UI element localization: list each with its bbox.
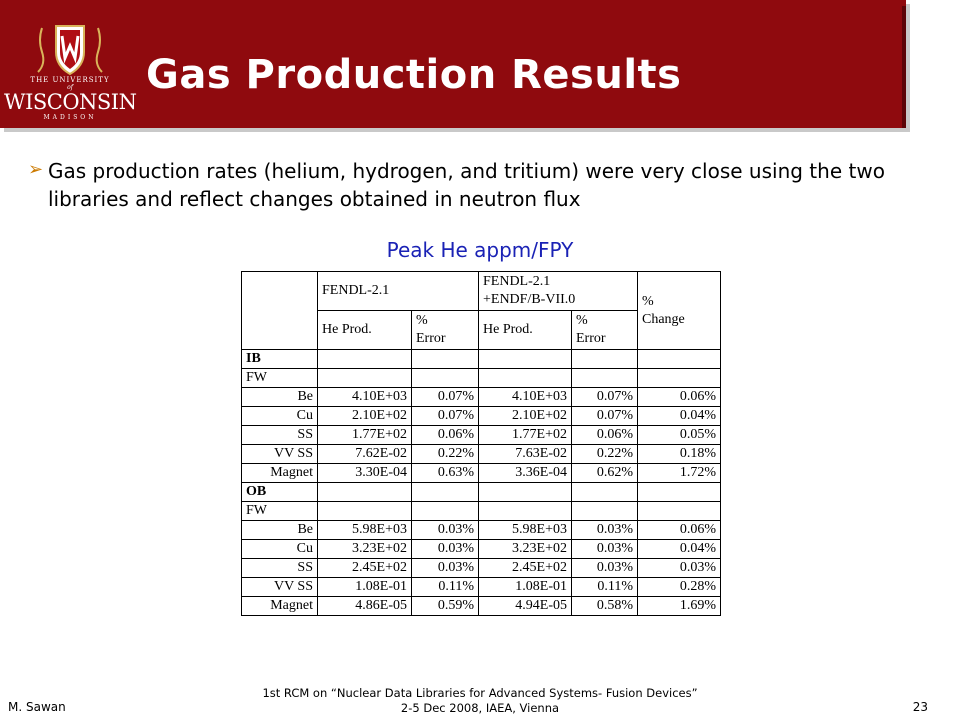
empty-cell — [479, 502, 572, 521]
crest-icon — [32, 22, 108, 76]
table-caption: Peak He appm/FPY — [386, 238, 574, 262]
header-error-1 — [412, 311, 479, 350]
empty-cell — [479, 369, 572, 388]
table-row — [242, 578, 721, 597]
percent-change-cell: 0.18% — [638, 445, 721, 464]
footer-event-line1: 1st RCM on “Nuclear Data Libraries for Advanced Systems- Fusion Devices” — [262, 686, 698, 700]
percent-change-cell: 0.05% — [638, 426, 721, 445]
table-row — [242, 445, 721, 464]
empty-cell — [318, 350, 412, 369]
he-prod-fendl-cell: 2.10E+02 — [318, 407, 412, 426]
he-prod-fendl-cell: 4.10E+03 — [318, 388, 412, 407]
empty-cell — [412, 483, 479, 502]
table-row — [242, 388, 721, 407]
error-fendl-cell: 0.63% — [412, 464, 479, 483]
error-endf-cell: 0.11% — [572, 578, 638, 597]
footer-page-number: 23 — [912, 700, 928, 714]
table-row — [242, 597, 721, 616]
table-row — [242, 521, 721, 540]
row-label: VV SS — [242, 578, 318, 597]
row-label: Magnet — [242, 464, 318, 483]
he-prod-endf-cell: 1.77E+02 — [479, 426, 572, 445]
percent-change-cell: 0.04% — [638, 540, 721, 559]
section-row — [242, 483, 721, 502]
error-fendl-cell: 0.22% — [412, 445, 479, 464]
error-endf-cell: 0.03% — [572, 521, 638, 540]
percent-change-cell: 0.28% — [638, 578, 721, 597]
percent-change-cell: 0.06% — [638, 388, 721, 407]
percent-change-cell: 0.04% — [638, 407, 721, 426]
he-prod-fendl-cell: 7.62E-02 — [318, 445, 412, 464]
he-prod-endf-cell: 5.98E+03 — [479, 521, 572, 540]
error-endf-cell: 0.06% — [572, 426, 638, 445]
he-prod-endf-cell: 7.63E-02 — [479, 445, 572, 464]
error-fendl-cell: 0.07% — [412, 407, 479, 426]
empty-cell — [412, 369, 479, 388]
row-label: Cu — [242, 540, 318, 559]
empty-cell — [638, 350, 721, 369]
empty-cell — [638, 502, 721, 521]
he-prod-endf-cell: 4.94E-05 — [479, 597, 572, 616]
table-row — [242, 559, 721, 578]
header-blank-cell — [242, 272, 318, 350]
table-header-row-1 — [242, 272, 721, 311]
header-change-line2: Change — [642, 311, 685, 327]
error-endf-cell: 0.03% — [572, 559, 638, 578]
arrow-bullet-icon: ➢ — [28, 159, 44, 180]
error-endf-cell: 0.03% — [572, 540, 638, 559]
empty-cell — [638, 369, 721, 388]
he-prod-fendl-cell: 1.08E-01 — [318, 578, 412, 597]
percent-change-cell: 1.69% — [638, 597, 721, 616]
empty-cell — [572, 502, 638, 521]
row-label: Be — [242, 521, 318, 540]
he-prod-fendl-cell: 2.45E+02 — [318, 559, 412, 578]
he-prod-fendl-cell: 5.98E+03 — [318, 521, 412, 540]
he-prod-fendl-cell: 4.86E-05 — [318, 597, 412, 616]
error-fendl-cell: 0.03% — [412, 540, 479, 559]
table-row — [242, 426, 721, 445]
empty-cell — [318, 369, 412, 388]
row-label: SS — [242, 426, 318, 445]
header-fendl-endf-line2: +ENDF/B-VII.0 — [483, 292, 576, 307]
percent-change-cell: 0.06% — [638, 521, 721, 540]
error-endf-cell: 0.58% — [572, 597, 638, 616]
empty-cell — [572, 350, 638, 369]
section-label: IB — [242, 350, 318, 369]
he-prod-endf-cell: 4.10E+03 — [479, 388, 572, 407]
gas-production-table — [241, 271, 721, 616]
empty-cell — [412, 350, 479, 369]
header-error-2-line2: Error — [576, 331, 606, 346]
fw-label: FW — [242, 502, 318, 521]
bullet-text: Gas production rates (helium, hydrogen, and tritium) were very close using the two libraries and reflect changes obtained in neutron flux — [48, 159, 885, 211]
he-prod-fendl-cell: 3.23E+02 — [318, 540, 412, 559]
table-row — [242, 540, 721, 559]
error-fendl-cell: 0.07% — [412, 388, 479, 407]
banner-edge — [902, 6, 906, 128]
fw-label: FW — [242, 369, 318, 388]
he-prod-endf-cell: 3.23E+02 — [479, 540, 572, 559]
error-endf-cell: 0.62% — [572, 464, 638, 483]
table-body — [242, 350, 721, 616]
row-label: Magnet — [242, 597, 318, 616]
percent-change-cell: 0.03% — [638, 559, 721, 578]
footer-event — [200, 686, 760, 716]
error-fendl-cell: 0.03% — [412, 559, 479, 578]
error-endf-cell: 0.07% — [572, 388, 638, 407]
empty-cell — [479, 483, 572, 502]
header-banner — [0, 0, 906, 128]
empty-cell — [572, 483, 638, 502]
footer-event-line2: 2-5 Dec 2008, IAEA, Vienna — [400, 701, 560, 715]
error-endf-cell: 0.22% — [572, 445, 638, 464]
header-error-1-line2: Error — [416, 331, 446, 346]
header-error-2-line1: % — [576, 313, 588, 328]
logo-text-madison: MADISON — [43, 114, 97, 121]
he-prod-fendl-cell: 1.77E+02 — [318, 426, 412, 445]
error-fendl-cell: 0.11% — [412, 578, 479, 597]
he-prod-endf-cell: 1.08E-01 — [479, 578, 572, 597]
footer-author: M. Sawan — [8, 700, 66, 714]
header-he-prod-1: He Prod. — [318, 311, 412, 350]
logo-text-the-university: THE UNIVERSITY — [30, 76, 110, 84]
logo-text-of: of — [67, 84, 73, 91]
row-label: SS — [242, 559, 318, 578]
empty-cell — [572, 369, 638, 388]
he-prod-fendl-cell: 3.30E-04 — [318, 464, 412, 483]
header-change — [638, 272, 721, 350]
he-prod-endf-cell: 3.36E-04 — [479, 464, 572, 483]
error-fendl-cell: 0.03% — [412, 521, 479, 540]
empty-cell — [479, 350, 572, 369]
logo-text-wisconsin: WISCONSIN — [4, 90, 137, 114]
error-fendl-cell: 0.59% — [412, 597, 479, 616]
university-logo — [0, 18, 140, 128]
header-error-2 — [572, 311, 638, 350]
header-fendl: FENDL-2.1 — [318, 272, 479, 311]
he-prod-endf-cell: 2.45E+02 — [479, 559, 572, 578]
slide-title: Gas Production Results — [146, 52, 682, 98]
empty-cell — [638, 483, 721, 502]
table-row — [242, 407, 721, 426]
empty-cell — [318, 502, 412, 521]
header-fendl-endf-line1: FENDL-2.1 — [483, 274, 551, 289]
header-fendl-endf — [479, 272, 638, 311]
row-label: Be — [242, 388, 318, 407]
fw-row — [242, 369, 721, 388]
error-fendl-cell: 0.06% — [412, 426, 479, 445]
row-label: Cu — [242, 407, 318, 426]
empty-cell — [318, 483, 412, 502]
header-error-1-line1: % — [416, 313, 428, 328]
section-label: OB — [242, 483, 318, 502]
table-row — [242, 464, 721, 483]
error-endf-cell: 0.07% — [572, 407, 638, 426]
header-change-line1: % — [642, 293, 654, 309]
row-label: VV SS — [242, 445, 318, 464]
fw-row — [242, 502, 721, 521]
header-he-prod-2: He Prod. — [479, 311, 572, 350]
section-row — [242, 350, 721, 369]
he-prod-endf-cell: 2.10E+02 — [479, 407, 572, 426]
percent-change-cell: 1.72% — [638, 464, 721, 483]
empty-cell — [412, 502, 479, 521]
